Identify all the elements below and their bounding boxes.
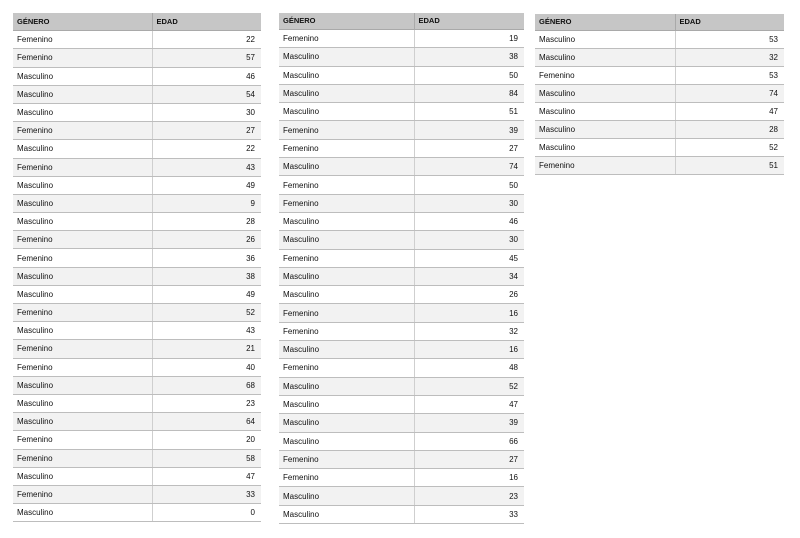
cell-genero: Femenino [279, 176, 414, 194]
cell-edad: 22 [152, 31, 261, 49]
cell-edad: 30 [152, 103, 261, 121]
cell-edad: 36 [152, 249, 261, 267]
header-edad: EDAD [414, 13, 524, 30]
cell-genero: Femenino [279, 121, 414, 139]
table-row [13, 213, 261, 231]
table-row [13, 67, 261, 85]
cell-edad: 32 [675, 49, 784, 67]
data-table-3 [535, 14, 784, 175]
table-row [13, 322, 261, 340]
table-row [279, 377, 524, 395]
cell-edad: 27 [152, 122, 261, 140]
cell-edad: 46 [414, 212, 524, 230]
table-row [279, 450, 524, 468]
table-row [279, 249, 524, 267]
cell-edad: 27 [414, 139, 524, 157]
cell-edad: 19 [414, 30, 524, 48]
table-row [279, 341, 524, 359]
cell-genero: Masculino [13, 140, 152, 158]
cell-genero: Femenino [13, 122, 152, 140]
table-row [279, 30, 524, 48]
cell-edad: 27 [414, 450, 524, 468]
cell-edad: 57 [152, 49, 261, 67]
table-row [535, 49, 784, 67]
cell-genero: Masculino [279, 377, 414, 395]
table-row [13, 358, 261, 376]
header-row [535, 14, 784, 31]
table-row [279, 66, 524, 84]
table-body [279, 30, 524, 524]
cell-genero: Masculino [279, 84, 414, 102]
table-row [13, 504, 261, 522]
cell-edad: 32 [414, 322, 524, 340]
cell-genero: Masculino [279, 395, 414, 413]
table-row [535, 85, 784, 103]
cell-edad: 28 [152, 213, 261, 231]
cell-genero: Masculino [13, 413, 152, 431]
cell-edad: 38 [414, 48, 524, 66]
header-edad: EDAD [675, 14, 784, 31]
table-row [535, 67, 784, 85]
cell-edad: 26 [152, 231, 261, 249]
cell-edad: 16 [414, 469, 524, 487]
table-row [13, 285, 261, 303]
table-row [279, 176, 524, 194]
table-row [13, 158, 261, 176]
cell-genero: Masculino [13, 103, 152, 121]
header-row [279, 13, 524, 30]
cell-edad: 26 [414, 286, 524, 304]
cell-edad: 21 [152, 340, 261, 358]
table-row [279, 267, 524, 285]
cell-genero: Masculino [13, 394, 152, 412]
table-row [13, 85, 261, 103]
table-row [279, 103, 524, 121]
table-row [13, 31, 261, 49]
cell-edad: 23 [152, 394, 261, 412]
cell-edad: 49 [152, 176, 261, 194]
table-row [279, 487, 524, 505]
cell-genero: Masculino [13, 467, 152, 485]
cell-genero: Femenino [279, 469, 414, 487]
table-row [535, 31, 784, 49]
cell-genero: Femenino [279, 359, 414, 377]
cell-genero: Femenino [13, 358, 152, 376]
cell-genero: Femenino [13, 431, 152, 449]
cell-edad: 51 [675, 157, 784, 175]
cell-edad: 0 [152, 504, 261, 522]
table-row [13, 267, 261, 285]
cell-edad: 22 [152, 140, 261, 158]
cell-edad: 48 [414, 359, 524, 377]
cell-genero: Femenino [13, 340, 152, 358]
cell-genero: Femenino [535, 67, 675, 85]
cell-genero: Masculino [279, 231, 414, 249]
cell-edad: 30 [414, 231, 524, 249]
data-table-1 [13, 13, 261, 522]
cell-genero: Femenino [279, 30, 414, 48]
table-row [13, 304, 261, 322]
cell-genero: Masculino [13, 322, 152, 340]
table-row [535, 139, 784, 157]
table-row [13, 340, 261, 358]
cell-edad: 52 [414, 377, 524, 395]
table-row [13, 249, 261, 267]
cell-genero: Femenino [13, 485, 152, 503]
cell-genero: Masculino [13, 285, 152, 303]
table-body [13, 31, 261, 522]
cell-edad: 20 [152, 431, 261, 449]
table-row [279, 194, 524, 212]
cell-edad: 33 [414, 505, 524, 523]
cell-edad: 23 [414, 487, 524, 505]
cell-edad: 84 [414, 84, 524, 102]
cell-genero: Femenino [535, 157, 675, 175]
cell-edad: 64 [152, 413, 261, 431]
table-row [13, 431, 261, 449]
header-row [13, 13, 261, 31]
cell-genero: Masculino [279, 487, 414, 505]
table-row [279, 322, 524, 340]
header-genero: GÉNERO [279, 13, 414, 30]
data-table-2 [279, 13, 524, 524]
table-row [13, 485, 261, 503]
cell-genero: Masculino [279, 286, 414, 304]
table-row [279, 505, 524, 523]
cell-genero: Femenino [13, 449, 152, 467]
cell-edad: 74 [675, 85, 784, 103]
cell-genero: Masculino [279, 212, 414, 230]
cell-genero: Femenino [13, 304, 152, 322]
cell-genero: Masculino [13, 376, 152, 394]
table-body [535, 31, 784, 175]
table-row [279, 139, 524, 157]
table-row [279, 121, 524, 139]
cell-genero: Masculino [13, 85, 152, 103]
table-row [13, 449, 261, 467]
cell-edad: 50 [414, 176, 524, 194]
table-row [279, 48, 524, 66]
cell-edad: 45 [414, 249, 524, 267]
cell-genero: Femenino [279, 322, 414, 340]
cell-edad: 53 [675, 31, 784, 49]
table-row [279, 414, 524, 432]
cell-genero: Masculino [279, 158, 414, 176]
cell-genero: Masculino [535, 31, 675, 49]
cell-genero: Masculino [535, 139, 675, 157]
cell-edad: 53 [675, 67, 784, 85]
cell-genero: Masculino [279, 505, 414, 523]
cell-genero: Femenino [279, 249, 414, 267]
cell-genero: Masculino [13, 176, 152, 194]
cell-genero: Masculino [279, 103, 414, 121]
cell-edad: 38 [152, 267, 261, 285]
cell-genero: Masculino [13, 267, 152, 285]
cell-edad: 50 [414, 66, 524, 84]
cell-genero: Masculino [279, 66, 414, 84]
table-row [13, 194, 261, 212]
table-row [279, 231, 524, 249]
table-row [13, 49, 261, 67]
cell-edad: 68 [152, 376, 261, 394]
cell-genero: Femenino [279, 450, 414, 468]
cell-edad: 52 [675, 139, 784, 157]
table-row [535, 157, 784, 175]
cell-edad: 74 [414, 158, 524, 176]
cell-edad: 47 [152, 467, 261, 485]
table-row [13, 394, 261, 412]
table-row [279, 469, 524, 487]
table-row [13, 231, 261, 249]
cell-edad: 34 [414, 267, 524, 285]
table-row [279, 359, 524, 377]
header-genero: GÉNERO [13, 13, 152, 31]
cell-edad: 30 [414, 194, 524, 212]
table-row [13, 413, 261, 431]
table-row [279, 304, 524, 322]
cell-genero: Femenino [279, 194, 414, 212]
cell-genero: Masculino [279, 48, 414, 66]
cell-edad: 51 [414, 103, 524, 121]
cell-edad: 16 [414, 304, 524, 322]
cell-edad: 47 [414, 395, 524, 413]
cell-edad: 40 [152, 358, 261, 376]
table-row [279, 286, 524, 304]
cell-edad: 54 [152, 85, 261, 103]
cell-genero: Masculino [279, 432, 414, 450]
cell-genero: Femenino [279, 139, 414, 157]
table-row [279, 395, 524, 413]
table-row [13, 467, 261, 485]
cell-genero: Masculino [535, 121, 675, 139]
cell-edad: 52 [152, 304, 261, 322]
table-row [13, 376, 261, 394]
cell-edad: 9 [152, 194, 261, 212]
cell-edad: 43 [152, 158, 261, 176]
header-edad: EDAD [152, 13, 261, 31]
cell-edad: 39 [414, 121, 524, 139]
table-row [13, 140, 261, 158]
cell-edad: 58 [152, 449, 261, 467]
cell-genero: Femenino [13, 49, 152, 67]
cell-genero: Femenino [13, 158, 152, 176]
cell-genero: Masculino [13, 67, 152, 85]
cell-edad: 66 [414, 432, 524, 450]
cell-edad: 33 [152, 485, 261, 503]
cell-genero: Masculino [13, 213, 152, 231]
table-row [279, 158, 524, 176]
table-row [279, 84, 524, 102]
cell-genero: Masculino [279, 267, 414, 285]
cell-genero: Femenino [13, 231, 152, 249]
cell-genero: Femenino [279, 304, 414, 322]
cell-genero: Masculino [279, 414, 414, 432]
table-row [13, 122, 261, 140]
cell-edad: 28 [675, 121, 784, 139]
cell-genero: Masculino [535, 49, 675, 67]
cell-genero: Masculino [13, 194, 152, 212]
cell-genero: Masculino [535, 103, 675, 121]
table-row [535, 121, 784, 139]
header-genero: GÉNERO [535, 14, 675, 31]
cell-edad: 16 [414, 341, 524, 359]
table-row [279, 212, 524, 230]
table-row [13, 103, 261, 121]
table-row [535, 103, 784, 121]
cell-genero: Masculino [13, 504, 152, 522]
cell-genero: Masculino [535, 85, 675, 103]
table-row [279, 432, 524, 450]
cell-edad: 46 [152, 67, 261, 85]
cell-edad: 47 [675, 103, 784, 121]
table-row [13, 176, 261, 194]
cell-edad: 43 [152, 322, 261, 340]
cell-edad: 49 [152, 285, 261, 303]
cell-edad: 39 [414, 414, 524, 432]
cell-genero: Femenino [13, 31, 152, 49]
cell-genero: Masculino [279, 341, 414, 359]
cell-genero: Femenino [13, 249, 152, 267]
